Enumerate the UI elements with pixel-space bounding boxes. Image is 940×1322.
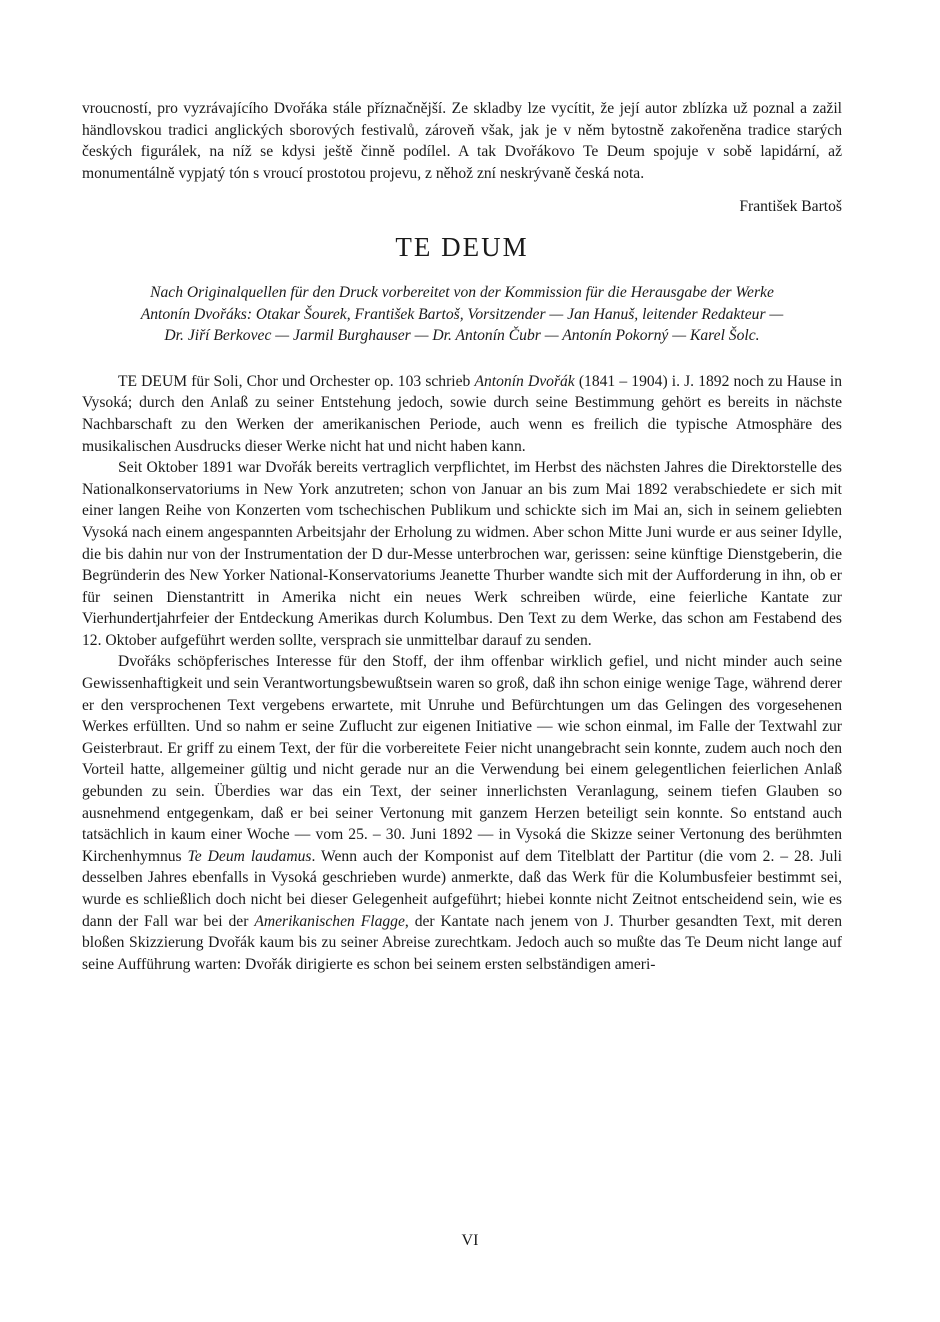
paragraph-1 [82, 371, 842, 457]
paragraph-1-text-c: (1841 – 1904) i. J. 1892 noch zu Hause in Vysoká; durch den Anlaß zu seiner Entstehung jedoch, sowie durch seine Bestimmung gehört es bereits in nächste Nachbarschaft zu den Werken der amerikanischen Periode, auch wenn es freilich die typische Atmosphäre des musikalischen Ausdrucks dieser Werke nicht hat und nicht haben kann. [82, 372, 842, 455]
page-title: TE DEUM [395, 231, 529, 262]
paragraph-3-text-e: , der Kantate nach jenem von J. Thurber gesandten Text, mit deren bloßen Skizzierung Dvořák kaum bis zu seiner Abreise zurechtkam. Jedoch auch so mußte das Te Deum nicht lange auf seine Aufführung warten: Dvořák dirigierte es schon bei seinem ersten selbständigen ameri- [82, 912, 842, 973]
paragraph-2: Seit Oktober 1891 war Dvořák bereits vertraglich verpflichtet, im Herbst des nächsten Jahres die Direktorstelle des Nationalkonservatoriums in New York anzutreten; schon von Januar an bis zum Mai 1892 verabschiedete er sich mit einer langen Reihe von Konzerten vom tschechischen Publikum und schickte sich im Mai an, sich in seinem geliebten Vysoká nach einem angespannten Arbeitsjahr der Erholung zu widmen. Aber schon Mitte Juni wurde er aus seiner Idylle, die bis dahin nur von der Instrumentation der D dur-Messe unterbrochen war, gerissen: seine künftige Dienstgeberin, die Begründerin des New Yorker National-Konservatoriums Jeanette Thurber wandte sich mit der Aufforderung in ihn, ob er für seinen Dienstantritt in Amerika nicht ein neues Werk schreiben würde, eine feierliche Kantate zur Vierhundertjahrfeier der Entdeckung Amerikas durch Kolumbus. Den Text zu dem Werke, das schon am Festabend des 12. Oktober aufgeführt werden sollte, versprach sie unmittelbar darauf zu senden. [82, 459, 842, 649]
signature: František Bartoš [739, 198, 842, 216]
body-text [82, 371, 842, 976]
page [82, 98, 842, 975]
paragraph-3-text-c: . Wenn auch der Komponist auf dem Titelblatt der Partitur (die vom 2. – 28. Juli desselben Jahres ebenfalls in Vysoká geschrieben wurde) anmerkte, daß das Werk für die Kolumbusfeier bestimmt sei, wurde es schließlich doch nicht bei dieser Gelegenheit aufgeführt; hiebei konnte nicht Zeitnot entscheidend sein, wie es dann der Fall war bei der [82, 847, 842, 930]
editorial-line-2: Antonín Dvořáks: Otakar Šourek, František Bartoš, Vorsitzender — Jan Hanuš, leitender Redakteur — [140, 305, 784, 323]
composer-name: Antonín Dvořák [474, 372, 575, 390]
cantata-title: Amerikanischen Flagge [254, 912, 405, 930]
paragraph-3-text-a: Dvořáks schöpferisches Interesse für den Stoff, der ihm offenbar wirklich gefiel, und nicht minder auch seine Gewissenhaftigkeit und sein Verantwortungsbewußtsein waren so groß, daß ihn schon einige wenige Tage, während derer er den versprochenen Text vergebens erwartete, mit Unruhe und Befürchtungen um das Gelingen des vorgesehenen Werkes erfüllten. Und so nahm er seine Zuflucht zur eigenen Initiative — wie schon einmal, im Falle der Textwahl zur Geisterbraut. Er griff zu einem Text, der für die vorbereitete Feier nicht unangebracht sein konnte, zudem auch noch den Vorteil hatte, allgemeiner gültig und nicht gerade nur an die Verwendung bei einem gelegentlichen feierlichen Anlaß gebunden zu sein. Überdies war das ein Text, der seiner innerlichsten Veranlagung, seinem tiefen Glauben so ausnehmend entgegenkam, daß er bei seiner Vertonung mit ganzem Herzen beteiligt sein konnte. So entstand auch tatsächlich in kaum einer Woche — vom 25. – 30. Juni 1892 — in Vysoká die Skizze seiner Vertonung des berühmten Kirchenhymnus [82, 653, 842, 865]
editorial-line-1: Nach Originalquellen für den Druck vorbereitet von der Kommission für die Herausgabe der Werke [150, 283, 774, 301]
editorial-line-3: Dr. Jiří Berkovec — Jarmil Burghauser — Dr. Antonín Čubr — Antonín Pokorný — Karel Šolc. [164, 327, 760, 345]
editorial-note [82, 282, 842, 347]
hymn-title: Te Deum laudamus [187, 847, 312, 865]
page-number: VI [461, 1232, 479, 1249]
paragraph-1-text-a: TE DEUM für Soli, Chor und Orchester op. 103 schrieb [118, 372, 475, 390]
paragraph-3 [82, 651, 842, 975]
czech-intro-paragraph: vroucností, pro vyzrávajícího Dvořáka stále příznačnější. Ze skladby lze vycítit, že její autor zblízka už poznal a zažil händlovskou tradici anglických sborových festivalů, zároveň však, jak je v něm bytostně zakořeněna tradice starých českých figurálek, na níž se kdysi ještě činně podílel. A tak Dvořákovo Te Deum spojuje v sobě lapidární, až monumentálně vypjatý tón s vroucí prostotou projevu, z něhož zní neskrývaně česká nota. [82, 100, 842, 182]
